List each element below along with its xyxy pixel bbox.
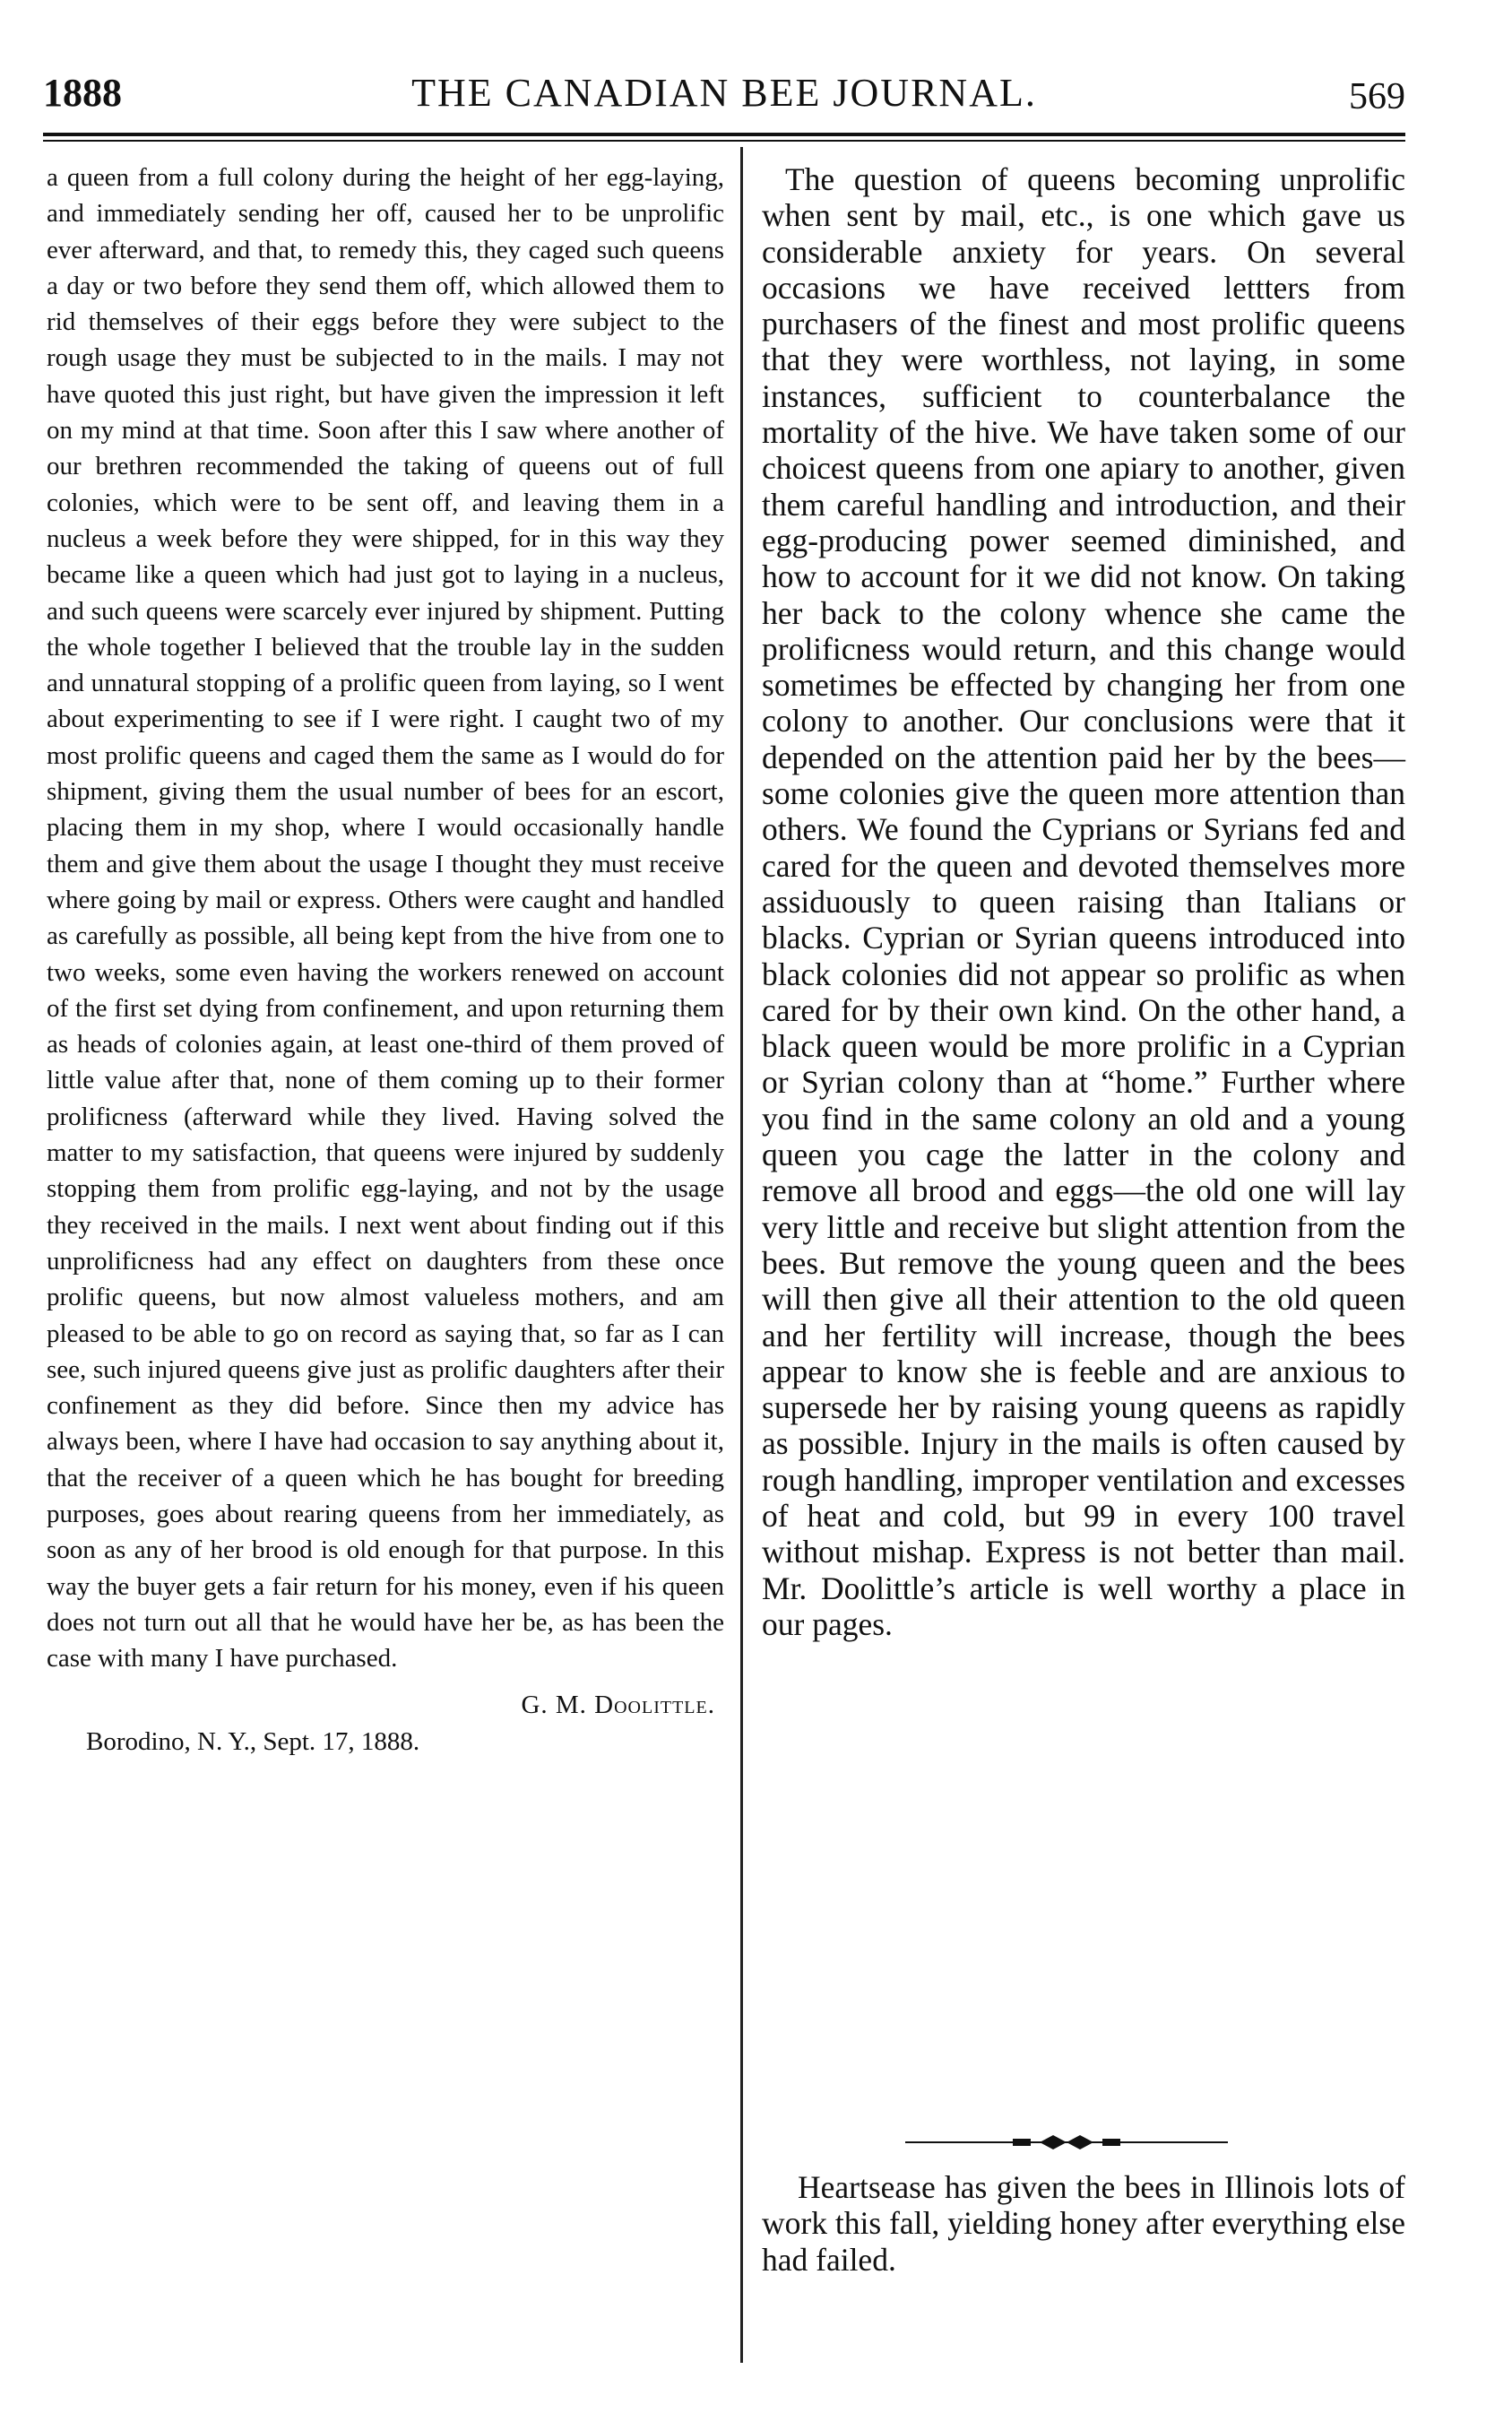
header-rule-thick [43, 133, 1405, 136]
section-ornament [905, 2129, 1228, 2156]
editorial-comment: The question of queens becoming unprolific when sent by mail, etc., is one which gave us considerable anxiety for years. On several occasions we have received lettters from purchasers of the finest and most prolific queens that they were worthless, not laying, in some instances, sufficient to counterbalance the mortality of the hive. We have taken some of our choicest queens from one apiary to another, given them careful handling and introduction, and their egg-producing power seemed diminished, and how to account for it we did not know. On taking her back to the colony whence she came the prolificness would return, and this change would sometimes be effected by changing her from one colony to another. Our conclusions were that it depended on the attention paid her by the bees—some colonies give the queen more attention than others. We found the Cyprians or Syrians fed and cared for the queen and devoted themselves more assiduously to queen raising than Italians or blacks. Cyprian or Syrian queens introduced into black colonies did not appear so prolific as when cared for by their own kind. On the other hand, a black queen would be more prolific in a Cyprian or Syrian colony than at “home.” Further where you find in the same colony an old and a young queen you cage the latter in the colony and remove all brood and eggs—the old one will lay very little and receive but slight attention from the bees. But remove the young queen and the bees will then give all their attention to the old queen and her fertility will increase, though the bees appear to know she is feeble and are anxious to supersede her by raising young queens as rapidly as possible. Injury in the mails is often caused by rough handling, improper ventilation and excesses of heat and cold, but 99 in every 100 travel without mishap. Express is not better than mail. Mr. Doolittle’s article is well worthy a place in our pages. [762, 161, 1405, 1642]
page-number: 569 [1349, 76, 1405, 117]
left-column [47, 160, 724, 1760]
right-column-note [762, 2169, 1405, 2278]
place-date: Borodino, N. Y., Sept. 17, 1888. [86, 1726, 420, 1756]
article-signature-block [47, 1687, 724, 1760]
journal-title: THE CANADIAN BEE JOURNAL. [411, 71, 1037, 115]
ornament-rule-icon [905, 2129, 1228, 2156]
header-rule-thin [43, 140, 1405, 142]
header-year: 1888 [43, 71, 122, 115]
author-signature: G. M. Doolittle. [521, 1691, 715, 1720]
column-divider [740, 147, 743, 2363]
heartsease-note: Heartsease has given the bees in Illinois lots of work this fall, yielding honey after everything else had failed. [762, 2169, 1405, 2278]
page-header [43, 70, 1405, 129]
right-column [762, 161, 1405, 1642]
article-body: a queen from a full colony during the height of her egg-laying, and immediately sending her off, caused her to be unprolific ever afterward, and that, to remedy this, they caged such queens a day or two before they send them off, which allowed them to rid themselves of their eggs before they were subject to the rough usage they must be subjected to in the mails. I may not have quoted this just right, but have given the impression it left on my mind at that time. Soon after this I saw where another of our brethren recommended the taking of queens out of full colonies, which were to be sent off, and leaving them in a nucleus a week before they were shipped, for in this way they became like a queen which had just got to laying in a nucleus, and such queens were scarcely ever injured by shipment. Putting the whole together I believed that the trouble lay in the sudden and unnatural stopping of a prolific queen from laying, so I went about experimenting to see if I were right. I caught two of my most prolific queens and caged them the same as I would do for shipment, giving them the usual number of bees for an escort, placing them in my shop, where I would occasionally handle them and give them about the usage I thought they must receive where going by mail or express. Others were caught and handled as carefully as possible, all being kept from the hive from one to two weeks, some even having the workers renewed on account of the first set dying from confinement, and upon returning them as heads of colonies again, at least one-third of them proved of little value after that, none of them coming up to their former prolificness (afterward while they lived. Having solved the matter to my satisfaction, that queens were injured by suddenly stopping them from prolific egg-laying, and not by the usage they received in the mails. I next went about finding out if this unprolificness had any effect on daughters from these once prolific queens, but now almost valueless mothers, and am pleased to be able to go on record as saying that, so far as I can see, such injured queens give just as prolific daughters after their confinement as they did before. Since then my advice has always been, where I have had occasion to say anything about it, that the receiver of a queen which he has bought for breeding purposes, goes about rearing queens from her immediately, as soon as any of her brood is old enough for that purpose. In this way the buyer gets a fair return for his money, even if his queen does not turn out all that he would have her be, as has been the case with many I have purchased. [47, 163, 724, 1674]
